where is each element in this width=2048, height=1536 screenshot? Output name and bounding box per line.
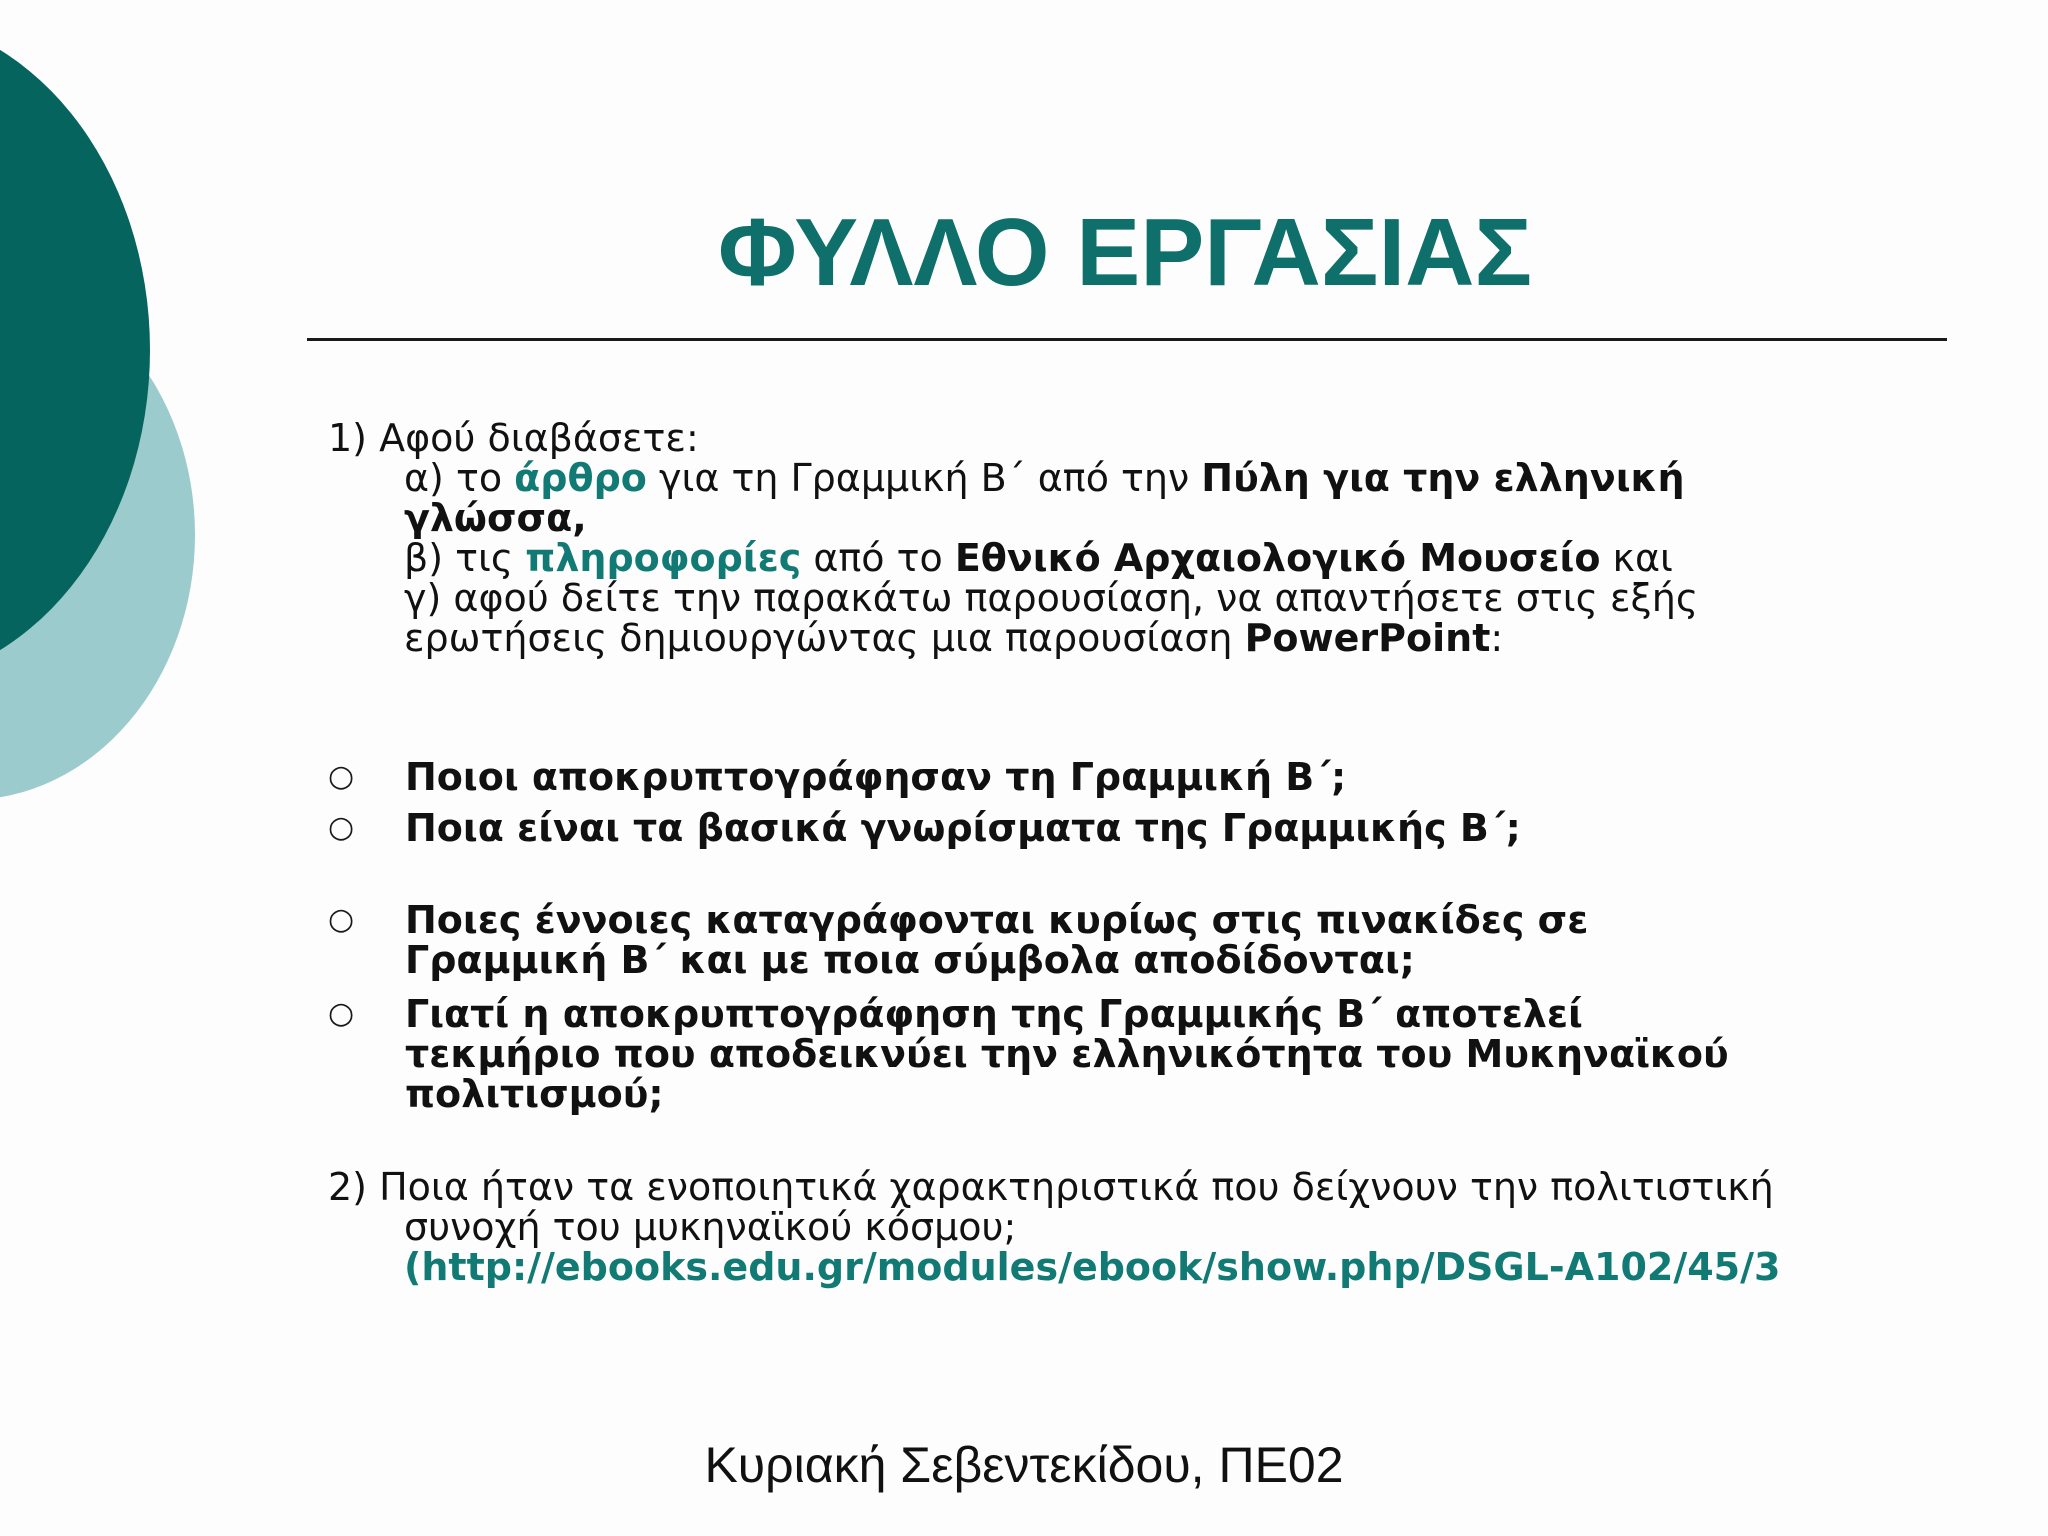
question-2 (328, 1167, 1780, 1287)
item-b-prefix: β) τις (404, 536, 526, 580)
ebook-link[interactable]: (http://ebooks.edu.gr/modules/ebook/show.php/DSGL-A102/45/3 (404, 1245, 1781, 1289)
question-2-text: 2) Ποια ήταν τα ενοποιητικά χαρακτηριστικά που δείχνουν την πολιτιστική (328, 1165, 1774, 1209)
bullet-line: Ποιοι αποκρυπτογράφησαν τη Γραμμική Β΄; (405, 755, 1347, 799)
bullet-text (405, 900, 1588, 980)
item-b-suffix: και (1600, 536, 1673, 580)
information-link[interactable]: πληροφορίες (525, 536, 802, 580)
item-c-bold: PowerPoint (1244, 616, 1491, 660)
question-1-item-b (328, 538, 1698, 578)
bullet-line: Ποιες έννοιες καταγράφονται κυρίως στις πινακίδες σε (405, 898, 1589, 942)
bullet-circle-icon: ○ (328, 902, 355, 937)
bullet-line: Γιατί η αποκρυπτογράφηση της Γραμμικής Β΄ αποτελεί (405, 992, 1583, 1036)
item-a-mid: για τη Γραμμική Β΄ από την (646, 456, 1202, 500)
item-c-suffix: : (1490, 616, 1504, 660)
bullet-text (405, 757, 1346, 797)
question-1-item-c: γ) αφού δείτε την παρακάτω παρουσίαση, να απαντήσετε στις εξής (404, 576, 1699, 620)
item-b-bold: Εθνικό Αρχαιολογικό Μουσείο (954, 536, 1601, 580)
page-title: ΦΥΛΛΟ ΕΡΓΑΣΙΑΣ (717, 199, 1533, 306)
question-1 (328, 418, 1698, 658)
bullet-circle-icon: ○ (328, 759, 355, 794)
bullet-line: πολιτισμού; (405, 1072, 664, 1116)
bullet-text (405, 808, 1521, 848)
author-footer: Κυριακή Σεβεντεκίδου, ΠΕ02 (704, 1437, 1344, 1493)
bullet-line: Ποια είναι τα βασικά γνωρίσματα της Γραμμικής Β΄; (405, 806, 1521, 850)
bullet-text (405, 994, 1729, 1114)
article-link[interactable]: άρθρο (514, 456, 647, 500)
item-a-bold: Πύλη για την ελληνική (1201, 456, 1685, 500)
item-c-prefix: ερωτήσεις δημιουργώντας μια παρουσίαση (404, 616, 1245, 660)
bullet-circle-icon: ○ (328, 996, 355, 1031)
question-1-item-a (328, 458, 1698, 498)
question-1-intro: 1) Αφού διαβάσετε: (328, 416, 699, 460)
question-1-item-c-cont (328, 618, 1698, 658)
title-divider (307, 338, 1947, 341)
bullet-circle-icon: ○ (328, 810, 355, 845)
bullet-line: Γραμμική Β΄ και με ποια σύμβολα αποδίδονται; (405, 938, 1415, 982)
question-1-item-a-cont: γλώσσα, (404, 496, 587, 540)
question-2-text-cont: συνοχή του μυκηναϊκού κόσμου; (404, 1205, 1017, 1249)
bullet-line: τεκμήριο που αποδεικνύει την ελληνικότητα του Μυκηναϊκού (405, 1032, 1729, 1076)
item-b-mid: από το (801, 536, 955, 580)
item-a-prefix: α) το (404, 456, 515, 500)
